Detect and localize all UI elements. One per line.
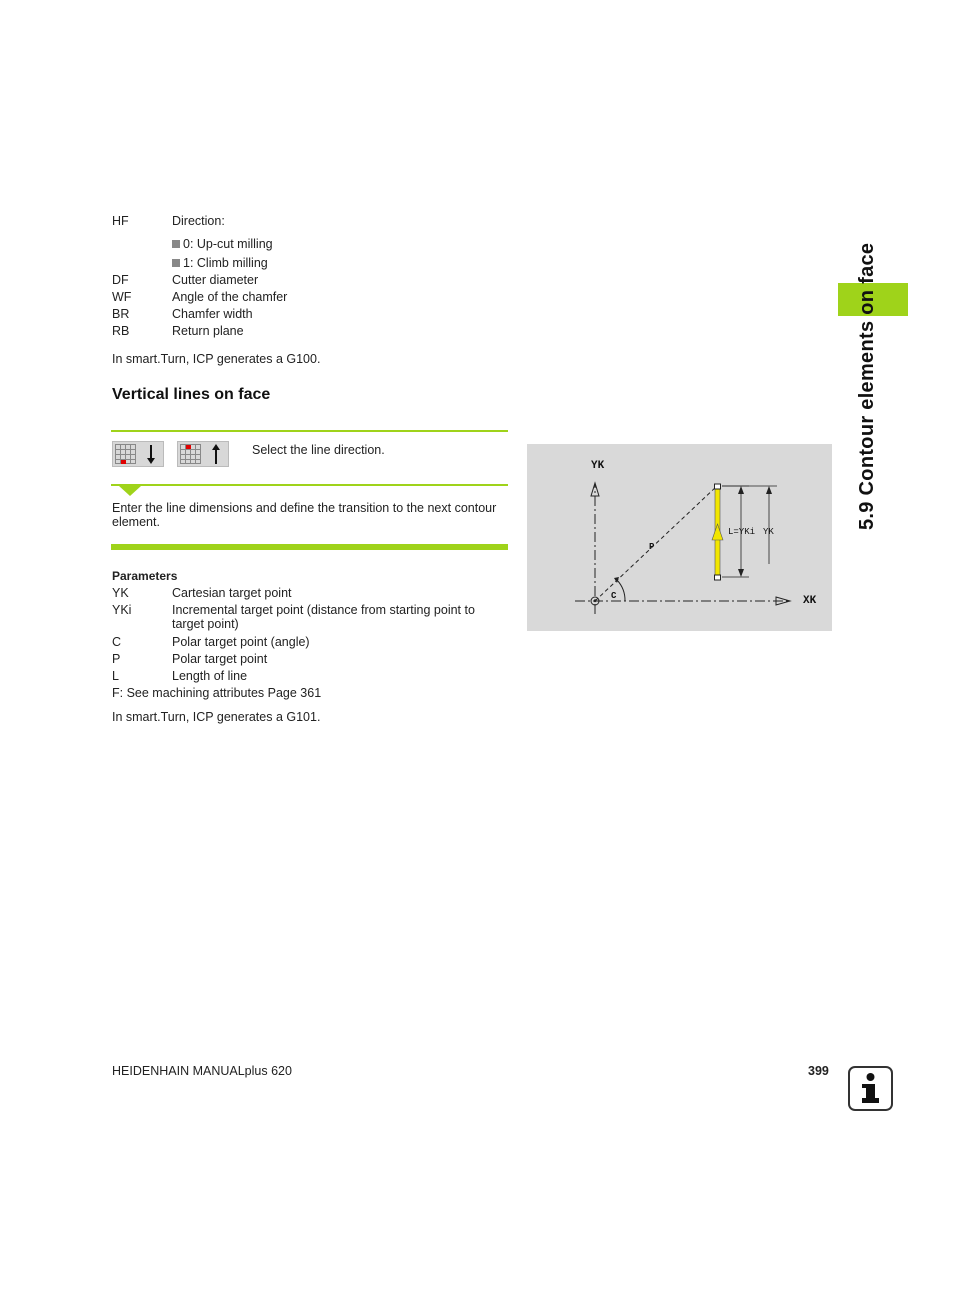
f-attributes-note: F: See machining attributes Page 361	[112, 686, 322, 700]
param-desc-df: Cutter diameter	[172, 273, 259, 287]
page-number: 399	[808, 1064, 829, 1078]
param-key-wf: WF	[112, 290, 132, 304]
hf-option-0: 0: Up-cut milling	[172, 237, 273, 251]
param-key-br: BR	[112, 307, 130, 321]
param-key-yk: YK	[112, 586, 129, 600]
step-arrow-icon	[119, 486, 141, 496]
param-desc-br: Chamfer width	[172, 307, 253, 321]
line-down-button[interactable]	[112, 441, 164, 467]
param-desc-c: Polar target point (angle)	[172, 635, 310, 649]
step1-top-rule	[111, 430, 508, 432]
step2-bottom-rule	[111, 544, 508, 550]
param-key-df: DF	[112, 273, 129, 287]
param-key-yki: YKi	[112, 603, 132, 617]
chapter-title: 5.9 Contour elements on face	[856, 242, 878, 530]
step1-text: Select the line direction.	[252, 443, 385, 457]
section-heading: Vertical lines on face	[112, 386, 271, 403]
param-key-rb: RB	[112, 324, 130, 338]
axis-y-label: YK	[591, 460, 605, 472]
param-desc-rb: Return plane	[172, 324, 244, 338]
param-desc-yki: Incremental target point (distance from starting point to target point)	[172, 603, 475, 631]
hf-option-1: 1: Climb milling	[172, 256, 268, 270]
step2-top-rule	[111, 484, 508, 486]
param-key-c: C	[112, 635, 122, 649]
footer-manual: HEIDENHAIN MANUALplus 620	[112, 1064, 292, 1078]
param-key-l: L	[112, 669, 119, 683]
g100-note: In smart.Turn, ICP generates a G100.	[112, 352, 321, 366]
param-desc-l: Length of line	[172, 669, 248, 683]
label-c: C	[611, 591, 617, 601]
label-l: L=YKi	[728, 527, 756, 537]
param-desc-yk: Cartesian target point	[172, 586, 292, 600]
diagram-drawing	[527, 444, 832, 631]
axis-x-label: XK	[803, 595, 817, 607]
info-glyph	[850, 1068, 891, 1109]
label-p: P	[649, 542, 655, 552]
param-desc-p: Polar target point	[172, 652, 268, 666]
line-down-icon	[113, 442, 163, 466]
step2-text: Enter the line dimensions and define the transition to the next contour element.	[112, 501, 497, 529]
param-desc-wf: Angle of the chamfer	[172, 290, 288, 304]
bullet-icon	[172, 259, 180, 267]
vertical-line-diagram	[527, 444, 832, 631]
param-key-hf: HF	[112, 214, 129, 228]
params-heading: Parameters	[112, 569, 178, 583]
line-up-button[interactable]	[177, 441, 229, 467]
param-key-p: P	[112, 652, 121, 666]
label-yk: YK	[763, 527, 774, 537]
info-icon[interactable]	[848, 1066, 893, 1111]
g101-note: In smart.Turn, ICP generates a G101.	[112, 710, 321, 724]
param-desc-hf: Direction:	[172, 214, 225, 228]
line-up-icon	[178, 442, 228, 466]
bullet-icon	[172, 240, 180, 248]
